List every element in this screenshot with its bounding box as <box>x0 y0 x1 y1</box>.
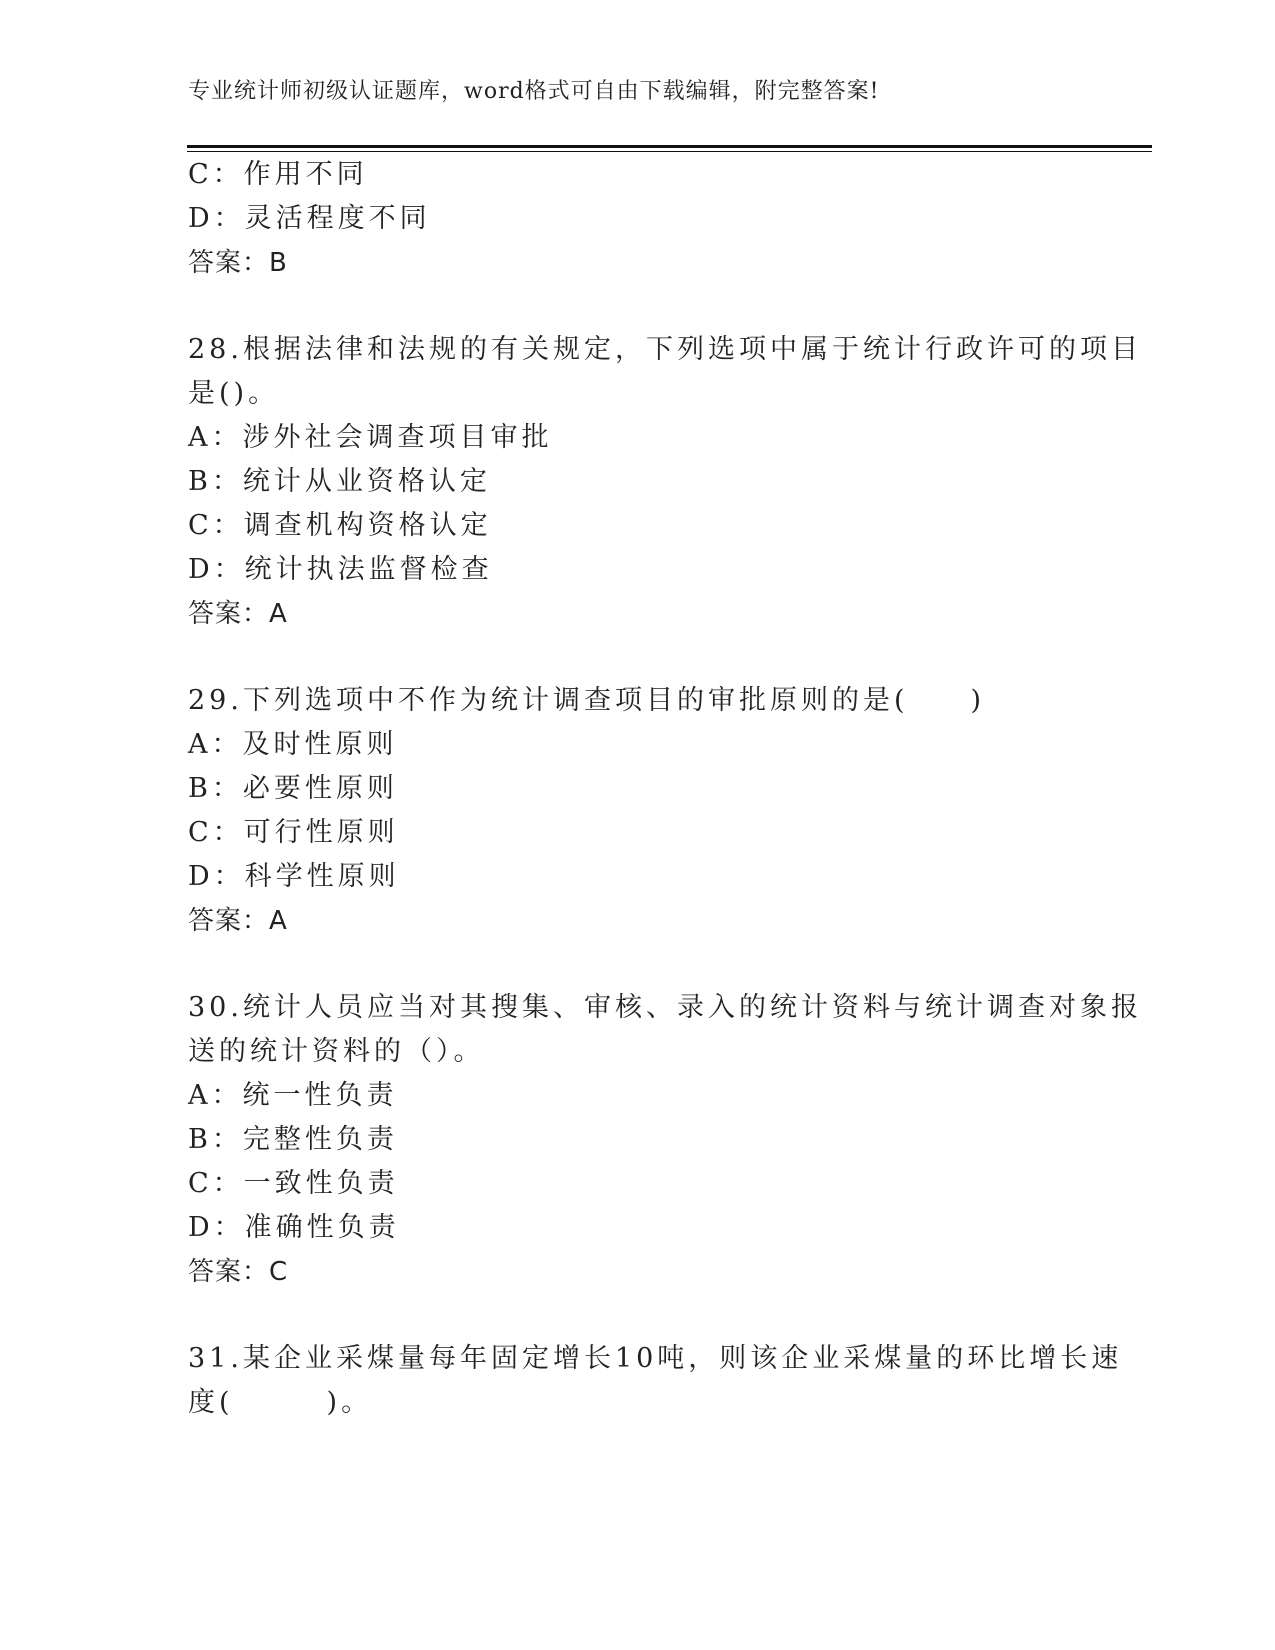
question-30-option-d: D：准确性负责 <box>188 1212 400 1243</box>
page-header: 专业统计师初级认证题库，word格式可自由下载编辑，附完整答案! <box>188 79 880 104</box>
question-30-option-b: B：完整性负责 <box>188 1124 398 1155</box>
question-30-stem-line-2: 送的统计资料的（）。 <box>188 1036 485 1067</box>
answer: 答案：B <box>188 248 288 278</box>
question-30-stem-line-1: 30.统计人员应当对其搜集、审核、录入的统计资料与统计调查对象报 <box>188 992 1142 1023</box>
question-29-option-a: A：及时性原则 <box>188 729 398 760</box>
question-29-option-d: D：科学性原则 <box>188 861 400 892</box>
question-28-option-a: A：涉外社会调查项目审批 <box>188 422 553 453</box>
option-d: D：灵活程度不同 <box>188 203 431 234</box>
question-28-answer: 答案：A <box>188 599 288 629</box>
question-28-stem-line-2: 是()。 <box>188 378 280 409</box>
question-29-answer: 答案：A <box>188 906 288 936</box>
question-29-option-b: B：必要性原则 <box>188 773 398 804</box>
question-28-stem-line-1: 28.根据法律和法规的有关规定，下列选项中属于统计行政许可的项目 <box>188 334 1142 365</box>
question-30-option-c: C：一致性负责 <box>188 1168 399 1199</box>
question-30-answer: 答案：C <box>188 1257 289 1287</box>
option-c: C：作用不同 <box>188 159 368 190</box>
question-28-option-c: C：调查机构资格认定 <box>188 510 492 541</box>
header-divider-thin <box>187 151 1152 152</box>
question-29-option-c: C：可行性原则 <box>188 817 399 848</box>
question-31-stem-line-1: 31.某企业采煤量每年固定增长10吨，则该企业采煤量的环比增长速 <box>188 1343 1123 1374</box>
question-29-stem-line-1: 29.下列选项中不作为统计调查项目的审批原则的是( ) <box>188 685 986 716</box>
header-divider-thick <box>187 145 1152 148</box>
question-28-option-d: D：统计执法监督检查 <box>188 554 493 585</box>
question-28-option-b: B：统计从业资格认定 <box>188 466 491 497</box>
question-30-option-a: A：统一性负责 <box>188 1080 398 1111</box>
question-31-stem-line-2: 度( )。 <box>188 1387 373 1418</box>
